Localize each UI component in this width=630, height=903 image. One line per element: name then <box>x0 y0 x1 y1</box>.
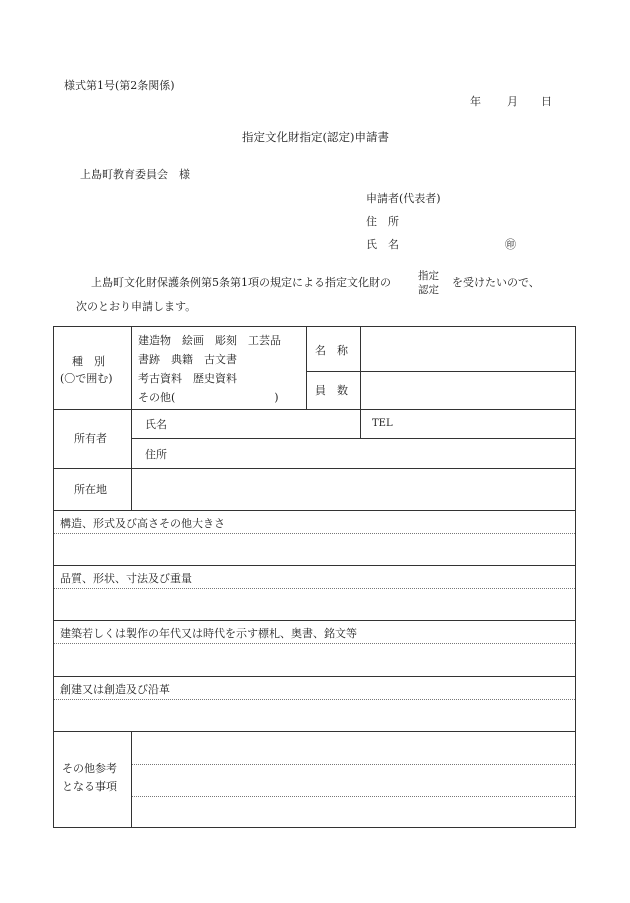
name-label: 名 称 <box>315 344 348 357</box>
type-row <box>54 327 575 410</box>
name-field[interactable] <box>361 327 575 371</box>
applicant-label: 申請者(代表者) <box>366 192 441 205</box>
quality-label: 品質、形状、寸法及び重量 <box>60 572 192 585</box>
option-certification: 認定 <box>418 284 439 296</box>
structure-row <box>54 511 575 566</box>
location-row <box>54 469 575 511</box>
page-title: 指定文化財指定(認定)申請書 <box>242 130 389 144</box>
era-label: 建築若しくは製作の年代又は時代を示す標札、奥書、銘文等 <box>60 627 357 640</box>
other-label-line-1: その他参考 <box>62 762 117 775</box>
other-label-line-2: となる事項 <box>62 780 117 793</box>
owner-name-field[interactable] <box>174 410 359 438</box>
applicant-name-label: 氏 名 <box>366 238 399 251</box>
type-option-line-1[interactable]: 建造物 絵画 彫刻 工芸品 <box>138 334 281 347</box>
body-line-1: 上島町文化財保護条例第5条第1項の規定による指定文化財の <box>91 276 391 289</box>
applicant-address-label: 住 所 <box>366 215 399 228</box>
other-field[interactable] <box>132 732 575 827</box>
option-designation: 指定 <box>418 270 439 282</box>
quality-row <box>54 566 575 621</box>
history-field[interactable] <box>54 700 575 731</box>
quality-field[interactable] <box>54 589 575 620</box>
owner-label: 所有者 <box>74 432 107 445</box>
body-line-1-post: を受けたいので、 <box>452 276 540 289</box>
body-line-2: 次のとおり申請します。 <box>76 300 197 313</box>
seal-mark: ㊞ <box>505 238 516 251</box>
date-year-label: 年 <box>470 95 481 108</box>
owner-tel-field[interactable] <box>394 410 575 438</box>
date-day-label: 日 <box>541 95 552 108</box>
application-form-table <box>53 326 576 828</box>
owner-row <box>54 410 575 469</box>
era-field[interactable] <box>54 644 575 676</box>
location-field[interactable] <box>132 469 575 510</box>
form-number: 様式第1号(第2条関係) <box>64 79 175 92</box>
owner-address-label: 住所 <box>145 448 167 461</box>
date-month-label: 月 <box>507 95 518 108</box>
type-option-line-3[interactable]: 考古資料 歴史資料 <box>138 372 237 385</box>
owner-address-field[interactable] <box>174 439 575 468</box>
type-note: (〇で囲む) <box>60 372 113 385</box>
owner-tel-label: TEL <box>372 418 393 429</box>
location-label: 所在地 <box>74 483 107 496</box>
owner-name-label: 氏名 <box>145 418 167 431</box>
structure-field[interactable] <box>54 534 575 565</box>
era-row <box>54 621 575 677</box>
count-label: 員 数 <box>315 384 348 397</box>
addressee: 上島町教育委員会 様 <box>80 168 190 181</box>
other-row <box>54 732 575 827</box>
history-row <box>54 677 575 732</box>
type-option-line-2[interactable]: 書跡 典籍 古文書 <box>138 353 237 366</box>
structure-label: 構造、形式及び高さその他大きさ <box>60 517 225 530</box>
count-field[interactable] <box>361 372 575 409</box>
history-label: 創建又は創造及び沿革 <box>60 683 170 696</box>
type-label: 種 別 <box>72 355 105 368</box>
type-option-line-4[interactable]: その他( ) <box>138 391 279 404</box>
